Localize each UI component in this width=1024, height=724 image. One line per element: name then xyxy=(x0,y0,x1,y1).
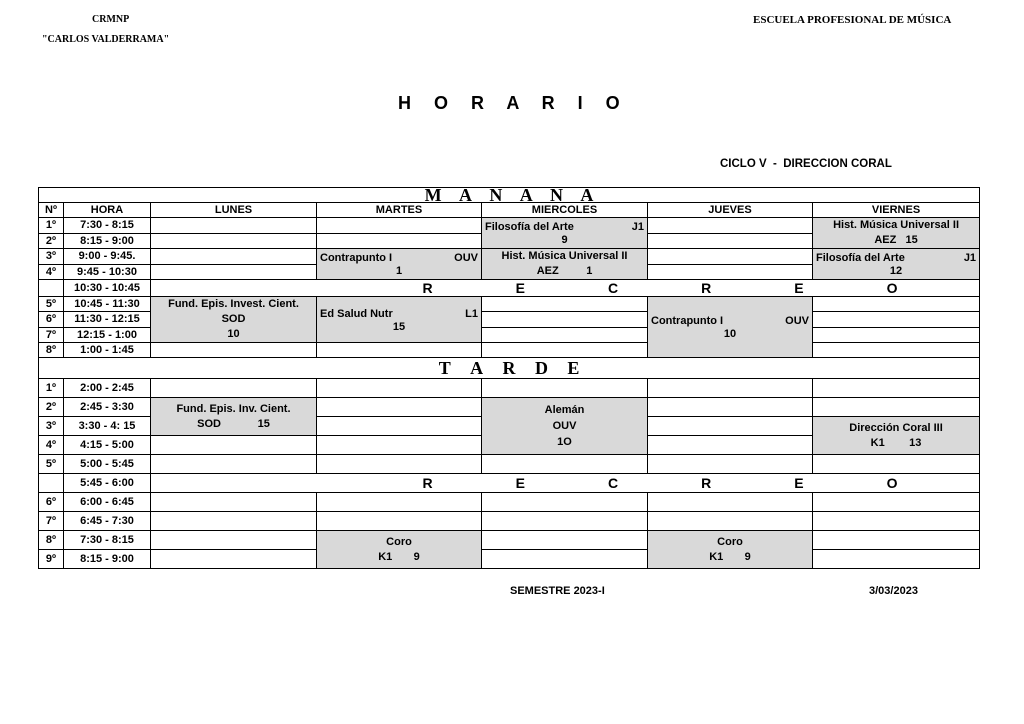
recreo-row xyxy=(39,474,980,493)
empty-cell xyxy=(648,379,813,398)
recreo-label: R E C R E O xyxy=(151,474,980,493)
class-cell-salud-martes: Ed Salud Nutr L1 15 xyxy=(317,297,482,343)
period-number: 4º xyxy=(39,436,64,455)
empty-cell xyxy=(648,512,813,531)
empty-cell xyxy=(648,455,813,474)
period-number: 5º xyxy=(39,455,64,474)
empty-cell xyxy=(151,455,317,474)
class-cell-filosofia-viernes: Filosofía del Arte J1 12 xyxy=(813,249,980,280)
recreo-row xyxy=(39,280,980,297)
empty-cell xyxy=(482,379,648,398)
empty-cell xyxy=(482,343,648,358)
empty-cell xyxy=(482,327,648,342)
manana-banner-row xyxy=(39,188,980,203)
period-number: 7º xyxy=(39,327,64,342)
col-header-jueves: JUEVES xyxy=(648,203,813,218)
period-time: 5:00 - 5:45 xyxy=(64,455,151,474)
period-number: 1º xyxy=(39,218,64,234)
period-number: 1º xyxy=(39,379,64,398)
empty-cell xyxy=(648,264,813,280)
period-time: 8:15 - 9:00 xyxy=(64,233,151,249)
empty-cell xyxy=(151,218,317,234)
date-label: 3/03/2023 xyxy=(869,585,918,597)
empty-cell xyxy=(813,379,980,398)
col-header-hora: HORA xyxy=(64,203,151,218)
institution-name: "CARLOS VALDERRAMA" xyxy=(42,34,170,45)
period-time: 9:45 - 10:30 xyxy=(64,264,151,280)
empty-cell xyxy=(482,550,648,569)
empty-cell xyxy=(813,531,980,550)
period-number: 5º xyxy=(39,297,64,312)
table-row xyxy=(39,379,980,398)
manana-label: M A N A N A xyxy=(424,187,594,203)
period-number: 8º xyxy=(39,343,64,358)
empty-cell xyxy=(317,379,482,398)
empty-cell xyxy=(813,455,980,474)
table-row xyxy=(39,512,980,531)
column-header-row xyxy=(39,203,980,218)
empty-cell xyxy=(482,512,648,531)
period-number xyxy=(39,474,64,493)
empty-cell xyxy=(813,512,980,531)
period-time: 6:00 - 6:45 xyxy=(64,493,151,512)
table-row xyxy=(39,343,980,358)
empty-cell xyxy=(151,264,317,280)
period-time: 11:30 - 12:15 xyxy=(64,312,151,327)
empty-cell xyxy=(648,436,813,455)
class-cell-contrapunto-martes: Contrapunto I OUV 1 xyxy=(317,249,482,280)
class-cell-contrapunto-jueves: Contrapunto I OUV 10 xyxy=(648,297,813,358)
period-number: 2º xyxy=(39,398,64,417)
empty-cell xyxy=(317,436,482,455)
period-time: 12:15 - 1:00 xyxy=(64,327,151,342)
class-cell-direccion-coral-viernes: Dirección Coral III K1 13 xyxy=(813,417,980,455)
empty-cell xyxy=(151,379,317,398)
period-number: 4º xyxy=(39,264,64,280)
table-row xyxy=(39,249,980,265)
period-time: 1:00 - 1:45 xyxy=(64,343,151,358)
tarde-label: T A R D E xyxy=(438,358,580,378)
schedule-table xyxy=(38,187,980,569)
empty-cell xyxy=(151,233,317,249)
tarde-banner-row xyxy=(39,358,980,379)
table-row xyxy=(39,493,980,512)
period-number: 3º xyxy=(39,249,64,265)
empty-cell xyxy=(151,493,317,512)
empty-cell xyxy=(813,398,980,417)
empty-cell xyxy=(482,455,648,474)
empty-cell xyxy=(648,493,813,512)
empty-cell xyxy=(648,218,813,234)
empty-cell xyxy=(317,455,482,474)
empty-cell xyxy=(151,343,317,358)
empty-cell xyxy=(482,531,648,550)
col-header-lunes: LUNES xyxy=(151,203,317,218)
period-number: 2º xyxy=(39,233,64,249)
class-cell-aleman-miercoles: Alemán OUV 1O xyxy=(482,398,648,455)
empty-cell xyxy=(317,398,482,417)
empty-cell xyxy=(648,398,813,417)
empty-cell xyxy=(317,417,482,436)
empty-cell xyxy=(813,493,980,512)
empty-cell xyxy=(648,417,813,436)
empty-cell xyxy=(151,531,317,550)
recreo-label: R E C R E O xyxy=(151,280,980,297)
period-number: 7º xyxy=(39,512,64,531)
period-time: 2:45 - 3:30 xyxy=(64,398,151,417)
table-row xyxy=(39,455,980,474)
class-cell-fund-epis-lunes: Fund. Epis. Invest. Cient. SOD 10 xyxy=(151,297,317,343)
class-cell-historia-viernes: Hist. Música Universal II AEZ 15 xyxy=(813,218,980,249)
empty-cell xyxy=(317,512,482,531)
semester-label: SEMESTRE 2023-I xyxy=(510,585,605,597)
empty-cell xyxy=(648,233,813,249)
col-header-viernes: VIERNES xyxy=(813,203,980,218)
period-time: 10:45 - 11:30 xyxy=(64,297,151,312)
class-cell-fund-epis-lunes-tarde: Fund. Epis. Inv. Cient. SOD 15 xyxy=(151,398,317,436)
school-name: ESCUELA PROFESIONAL DE MÚSICA xyxy=(753,14,952,26)
class-cell-filosofia-miercoles: Filosofía del Arte J1 9 xyxy=(482,218,648,249)
class-cell-historia-miercoles: Hist. Música Universal II AEZ 1 xyxy=(482,249,648,280)
table-row xyxy=(39,531,980,550)
class-cell-coro-martes: Coro K1 9 xyxy=(317,531,482,569)
period-time: 5:45 - 6:00 xyxy=(64,474,151,493)
empty-cell xyxy=(482,312,648,327)
empty-cell xyxy=(317,233,482,249)
period-time: 7:30 - 8:15 xyxy=(64,218,151,234)
col-header-n: Nº xyxy=(39,203,64,218)
empty-cell xyxy=(151,249,317,265)
empty-cell xyxy=(317,493,482,512)
period-time: 8:15 - 9:00 xyxy=(64,550,151,569)
period-time: 6:45 - 7:30 xyxy=(64,512,151,531)
empty-cell xyxy=(151,550,317,569)
empty-cell xyxy=(813,550,980,569)
period-time: 2:00 - 2:45 xyxy=(64,379,151,398)
period-number: 3º xyxy=(39,417,64,436)
period-time: 4:15 - 5:00 xyxy=(64,436,151,455)
empty-cell xyxy=(813,343,980,358)
period-number: 6º xyxy=(39,312,64,327)
empty-cell xyxy=(482,297,648,312)
period-number: 8º xyxy=(39,531,64,550)
period-number: 6º xyxy=(39,493,64,512)
table-row xyxy=(39,218,980,234)
period-number xyxy=(39,280,64,297)
cycle-label: CICLO V - DIRECCION CORAL xyxy=(720,158,892,170)
empty-cell xyxy=(317,218,482,234)
period-number: 9º xyxy=(39,550,64,569)
period-time: 9:00 - 9:45. xyxy=(64,249,151,265)
period-time: 10:30 - 10:45 xyxy=(64,280,151,297)
table-row xyxy=(39,297,980,312)
empty-cell xyxy=(813,327,980,342)
empty-cell xyxy=(648,249,813,265)
page-title: H O R A R I O xyxy=(398,93,629,113)
class-cell-coro-jueves: Coro K1 9 xyxy=(648,531,813,569)
empty-cell xyxy=(151,436,317,455)
empty-cell xyxy=(482,493,648,512)
table-row xyxy=(39,398,980,417)
period-time: 7:30 - 8:15 xyxy=(64,531,151,550)
col-header-miercoles: MIERCOLES xyxy=(482,203,648,218)
empty-cell xyxy=(813,312,980,327)
institution-acronym: CRMNP xyxy=(92,14,130,25)
table-row xyxy=(39,550,980,569)
empty-cell xyxy=(317,343,482,358)
empty-cell xyxy=(151,512,317,531)
empty-cell xyxy=(813,297,980,312)
col-header-martes: MARTES xyxy=(317,203,482,218)
period-time: 3:30 - 4: 15 xyxy=(64,417,151,436)
